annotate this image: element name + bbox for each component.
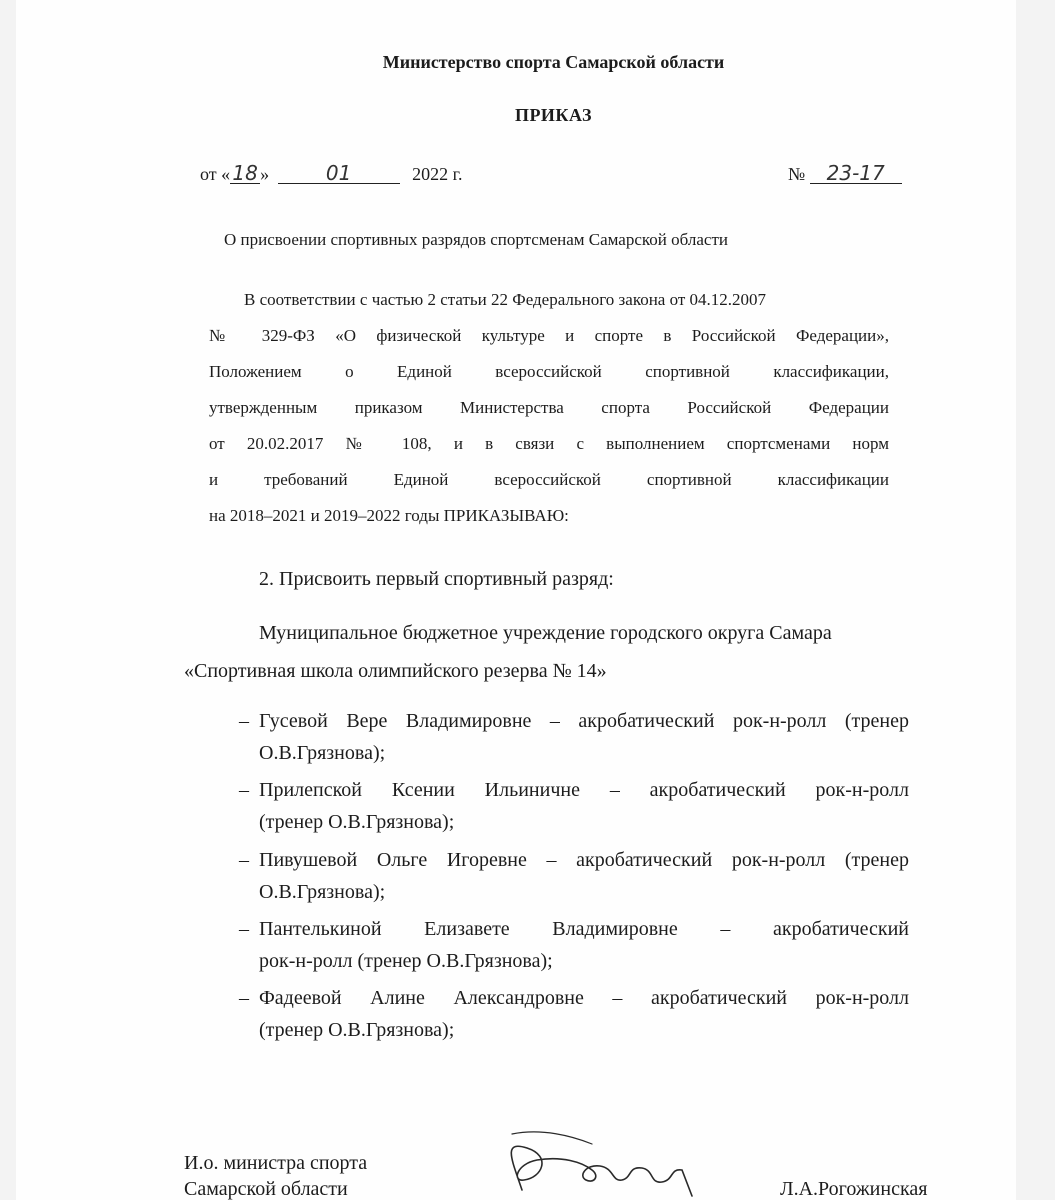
ministry-header: Министерство спорта Самарской области: [382, 52, 725, 72]
signatory-position: [184, 1150, 367, 1200]
order-date: [200, 163, 463, 185]
order-number: [788, 163, 902, 185]
position-line: И.о. министра спорта: [184, 1152, 368, 1174]
handwritten-signature: [482, 1130, 702, 1200]
date-day: 18: [230, 163, 260, 184]
preamble-line: и требований Единой всероссийской спортивной классификации: [209, 470, 889, 489]
athlete-line: рок-н-ролл (тренер О.В.Грязнова);: [259, 950, 553, 972]
position-line: Самарской области: [184, 1178, 348, 1200]
athlete-line: Пивушевой Ольге Игоревне – акробатический рок-н-ролл (тренер: [259, 849, 909, 871]
order-subject: О присвоении спортивных разрядов спортсменам Самарской области: [224, 230, 728, 249]
athlete-line: Гусевой Вере Владимировне – акробатический рок-н-ролл (тренер: [259, 710, 909, 732]
athlete-line: (тренер О.В.Грязнова);: [259, 1019, 455, 1041]
athlete-line: Прилепской Ксении Ильиничне – акробатический рок-н-ролл: [259, 779, 909, 801]
athlete-line: О.В.Грязнова);: [259, 742, 386, 764]
list-bullet: –: [239, 849, 249, 871]
signatory-name: Л.А.Рогожинская: [780, 1178, 928, 1200]
list-bullet: –: [239, 779, 249, 801]
list-bullet: –: [239, 710, 249, 732]
document-type-title: ПРИКАЗ: [514, 105, 593, 125]
preamble-line: от 20.02.2017 № 108, и в связи с выполнением спортсменами норм: [209, 434, 889, 453]
preamble-line: В соответствии с частью 2 статьи 22 Федерального закона от 04.12.2007: [244, 290, 767, 309]
date-year: 2022 г.: [412, 164, 463, 184]
date-month: 01: [278, 163, 400, 184]
institution-line: «Спортивная школа олимпийского резерва № 14»: [184, 660, 607, 682]
list-bullet: –: [239, 918, 249, 940]
athlete-line: Фадеевой Алине Александровне – акробатический рок-н-ролл: [259, 987, 909, 1009]
athlete-line: О.В.Грязнова);: [259, 881, 386, 903]
athlete-line: (тренер О.В.Грязнова);: [259, 811, 455, 833]
preamble-line: утвержденным приказом Министерства спорта Российской Федерации: [209, 398, 889, 417]
preamble-line: на 2018–2021 и 2019–2022 годы ПРИКАЗЫВАЮ:: [209, 506, 569, 525]
section-heading: 2. Присвоить первый спортивный разряд:: [259, 568, 614, 590]
list-bullet: –: [239, 987, 249, 1009]
number-label: №: [788, 164, 806, 184]
institution-line: Муниципальное бюджетное учреждение городского округа Самара: [259, 622, 832, 644]
date-prefix: от «: [200, 164, 231, 184]
preamble-line: № 329-ФЗ «О физической культуре и спорте в Российской Федерации»,: [209, 326, 889, 345]
athlete-line: Пантелькиной Елизавете Владимировне – акробатический: [259, 918, 909, 940]
document-page: [16, 0, 1016, 1200]
number-value: 23-17: [810, 163, 902, 184]
date-mid: »: [260, 164, 270, 184]
preamble-line: Положением о Единой всероссийской спортивной классификации,: [209, 362, 889, 381]
